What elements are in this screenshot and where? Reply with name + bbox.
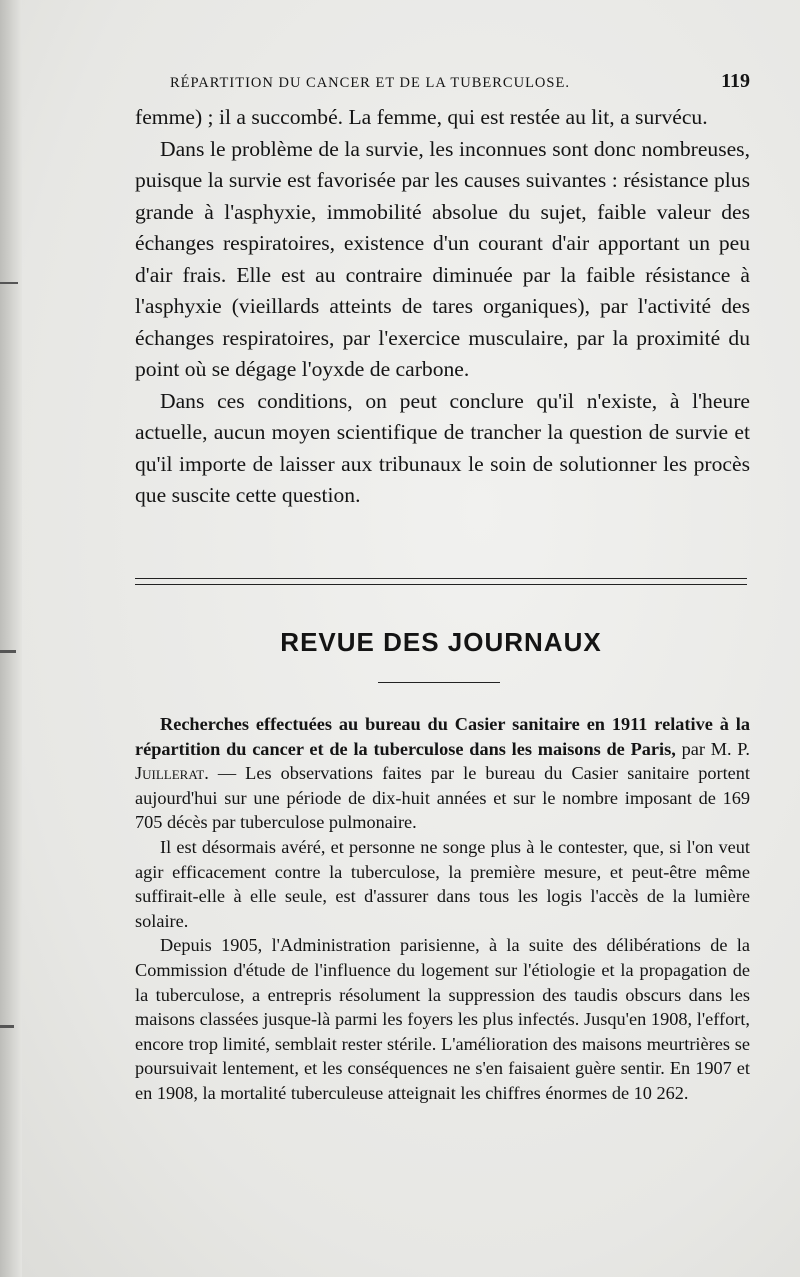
running-title: RÉPARTITION DU CANCER ET DE LA TUBERCULOSE. [170, 75, 570, 91]
article-paragraph: Il est désormais avéré, et personne ne songe plus à le contester, que, si l'on veut agir efficacement contre la tuberculose, la première mesure, et peut-être même suffirait-elle à elle seule, est d'assurer dans tous les logis l'accès de la lumière solaire. [135, 836, 750, 931]
binding-mark [0, 1025, 14, 1028]
article-paragraph [135, 712, 750, 835]
paragraph: Dans ces conditions, on peut conclure qu'il n'existe, à l'heure actuelle, aucun moyen scientifique de trancher la question de survie et qu'il importe de laisser aux tribunaux le soin de solutionner les procès que suscite cette question. [135, 388, 750, 507]
binding-mark [0, 650, 16, 653]
page-number: 119 [721, 70, 750, 92]
title-underline [378, 682, 500, 683]
paragraph-text: Les observations faites par le bureau du Casier sanitaire portent aujourd'hui sur une période de dix-huit années et sur le nombre imposant de 169 705 décès par tuberculose pulmonaire. [135, 763, 750, 833]
byline-suffix: . — [204, 763, 237, 784]
binding-gutter [0, 0, 22, 1277]
article-title: Recherches effectuées au bureau du Casier sanitaire en 1911 relative à la répartition du cancer et de la tuberculose dans les maisons de Paris, [135, 714, 750, 759]
byline-prefix: par M. P. [675, 738, 751, 759]
top-body-text [135, 102, 750, 512]
paragraph: femme) ; il a succombé. La femme, qui est restée au lit, a survécu. [135, 105, 708, 129]
running-head [170, 70, 750, 93]
paragraph: Dans le problème de la survie, les inconnues sont donc nombreuses, puisque la survie est favorisée par les causes suivantes : résistance plus grande à l'asphyxie, immobilité absolue du sujet, faible valeur des échanges respiratoires, existence d'un courant d'air apportant un peu d'air frais. Elle est au contraire diminuée par la faible résistance à l'asphyxie (vieillards atteints de tares organiques), par l'activité des échanges respiratoires, par l'exercice musculaire, par la proximité du point où se dégage l'oyxde de carbone. [135, 136, 750, 381]
binding-mark [0, 282, 18, 284]
author-name: Juillerat [135, 763, 205, 784]
section-divider [135, 578, 747, 585]
article-body [135, 712, 750, 1106]
section-title: REVUE DES JOURNAUX [280, 627, 602, 657]
article-paragraph: Depuis 1905, l'Administration parisienne, à la suite des délibérations de la Commission d'étude de l'influence du logement sur l'étiologie et la propagation de la tuberculose, a entrepris résolument la suppression des taudis obscurs dans les maisons classées jusque-là parmi les foyers les plus infectés. Jusqu'en 1908, l'effort, encore trop limité, semblait rester stérile. L'amélioration des maisons meurtrières se poursuivait lentement, et les conséquences ne s'en faisaient guère sentir. En 1907 et en 1908, la mortalité tuberculeuse atteignait les chiffres énormes de 10 262. [135, 935, 750, 1103]
